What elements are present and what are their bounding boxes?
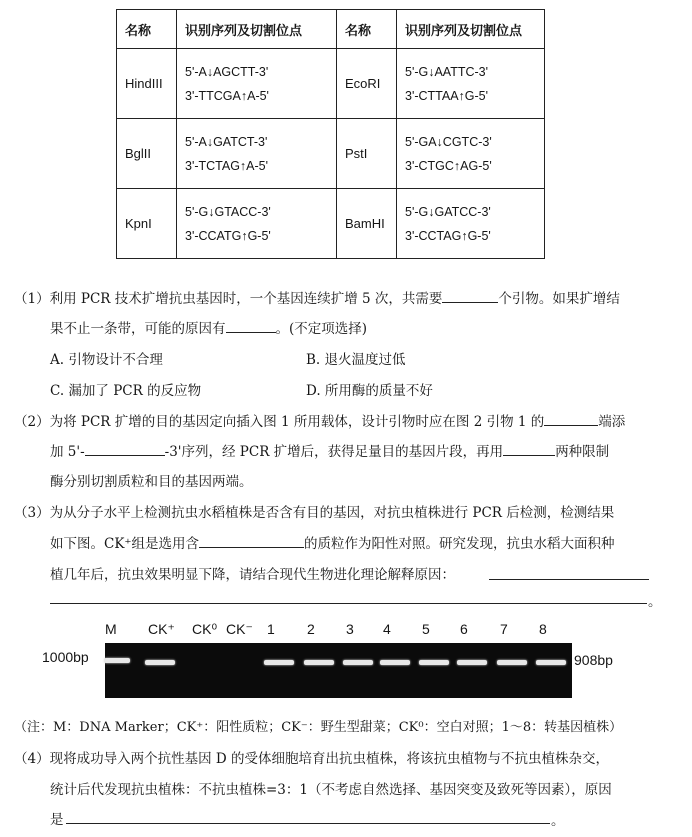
lane-label: 6 bbox=[460, 621, 468, 637]
lane-label: 3 bbox=[346, 621, 354, 637]
sequence-bottom-strand: 3'-CTGC↑AG-5' bbox=[405, 158, 492, 173]
marker-1000bp-label: 1000bp bbox=[42, 649, 89, 665]
q2-text: （2）为将 PCR 扩增的目的基因定向插入图 1 所用载体，设计引物时应在图 2 引物 1 的 bbox=[14, 414, 545, 430]
q4-line-1: （4）现将成功导入两个抗性基因 D 的受体细胞培育出抗虫植株，将该抗虫植物与不抗虫植株杂交， bbox=[14, 751, 609, 767]
q2-text: 加 5'- bbox=[50, 444, 85, 460]
q2-line-1 bbox=[14, 410, 625, 430]
gel-band bbox=[457, 660, 487, 665]
answer-blank[interactable] bbox=[199, 547, 304, 548]
sequence-top-strand: 5'-GA↓CGTC-3' bbox=[405, 134, 492, 149]
header-sequence-1: 识别序列及切割位点 bbox=[177, 10, 337, 49]
enzyme-sequence bbox=[397, 49, 545, 119]
answer-line[interactable] bbox=[489, 579, 649, 580]
sequence-top-strand: 5'-G↓AATTC-3' bbox=[405, 64, 489, 79]
gel-band bbox=[304, 660, 334, 665]
gel-image bbox=[105, 643, 572, 698]
option-a[interactable]: A. 引物设计不合理 bbox=[50, 352, 163, 368]
enzyme-name: KpnI bbox=[117, 189, 177, 259]
option-d[interactable]: D. 所用酶的质量不好 bbox=[306, 383, 433, 399]
answer-blank[interactable] bbox=[544, 425, 598, 426]
q1-line-2 bbox=[50, 317, 367, 337]
lane-label: 5 bbox=[422, 621, 430, 637]
period-mark: 。 bbox=[551, 813, 565, 829]
sequence-top-strand: 5'-G↓GTACC-3' bbox=[185, 204, 271, 219]
lane-label: 7 bbox=[500, 621, 508, 637]
gel-band bbox=[497, 660, 527, 665]
lane-label: 1 bbox=[267, 621, 275, 637]
q2-text: 端添 bbox=[598, 414, 626, 430]
answer-line[interactable] bbox=[66, 823, 550, 824]
q2-line-3: 酶分别切割质粒和目的基因两端。 bbox=[50, 474, 253, 490]
gel-band bbox=[145, 660, 175, 665]
q1-text: 。(不定项选择) bbox=[275, 321, 368, 337]
enzyme-sequence bbox=[397, 189, 545, 259]
sequence-top-strand: 5'-A↓GATCT-3' bbox=[185, 134, 268, 149]
q4-line-2: 统计后代发现抗虫植株：不抗虫植株=3：1（不考虑自然选择、基因突变及致死等因素），原因 bbox=[50, 782, 612, 798]
enzyme-name: PstI bbox=[337, 119, 397, 189]
enzyme-sequence bbox=[177, 49, 337, 119]
sequence-bottom-strand: 3'-CCTAG↑G-5' bbox=[405, 228, 491, 243]
answer-blank[interactable] bbox=[503, 455, 555, 456]
q2-text: -3'序列，经 PCR 扩增后，获得足量目的基因片段，再用 bbox=[164, 444, 504, 460]
lane-label: 8 bbox=[539, 621, 547, 637]
gel-band bbox=[419, 660, 449, 665]
table-header-row bbox=[117, 10, 545, 49]
header-name-1: 名称 bbox=[117, 10, 177, 49]
table-row bbox=[117, 49, 545, 119]
answer-blank[interactable] bbox=[226, 332, 276, 333]
table-row bbox=[117, 119, 545, 189]
sequence-top-strand: 5'-G↓GATCC-3' bbox=[405, 204, 491, 219]
enzyme-sequence bbox=[397, 119, 545, 189]
gel-band bbox=[380, 660, 410, 665]
enzyme-name: BglII bbox=[117, 119, 177, 189]
marker-908bp-label: 908bp bbox=[574, 652, 613, 668]
header-name-2: 名称 bbox=[337, 10, 397, 49]
enzyme-name: HindIII bbox=[117, 49, 177, 119]
gel-band bbox=[343, 660, 373, 665]
lane-label: M bbox=[105, 621, 117, 637]
sequence-bottom-strand: 3'-CTTAA↑G-5' bbox=[405, 88, 489, 103]
gel-band bbox=[536, 660, 566, 665]
sequence-bottom-strand: 3'-CCATG↑G-5' bbox=[185, 228, 271, 243]
enzyme-name: BamHI bbox=[337, 189, 397, 259]
q2-line-2 bbox=[50, 440, 609, 460]
sequence-top-strand: 5'-A↓AGCTT-3' bbox=[185, 64, 269, 79]
figure-note: （注：M：DNA Marker；CK⁺：阳性质粒；CK⁻：野生型甜菜；CK⁰：空白对照；1～8：转基因植株） bbox=[14, 720, 623, 735]
lane-label: 2 bbox=[307, 621, 315, 637]
gel-band bbox=[264, 660, 294, 665]
q3-text: 的质粒作为阳性对照。研究发现，抗虫水稻大面积种 bbox=[304, 536, 615, 552]
gel-band bbox=[104, 658, 130, 663]
period-mark: 。 bbox=[648, 594, 662, 610]
enzyme-sequence bbox=[177, 119, 337, 189]
q1-text: （1）利用 PCR 技术扩增抗虫基因时，一个基因连续扩增 5 次，共需要 bbox=[14, 291, 443, 307]
q2-text: 两种限制 bbox=[555, 444, 610, 460]
lane-label: CK⁻ bbox=[226, 621, 253, 637]
option-c[interactable]: C. 漏加了 PCR 的反应物 bbox=[50, 383, 202, 399]
enzyme-name: EcoRI bbox=[337, 49, 397, 119]
q3-line-3: 植几年后，抗虫效果明显下降，请结合现代生物进化理论解释原因： bbox=[50, 567, 455, 583]
q3-line-2 bbox=[50, 532, 615, 552]
answer-line[interactable] bbox=[50, 603, 647, 604]
sequence-bottom-strand: 3'-TCTAG↑A-5' bbox=[185, 158, 269, 173]
q1-text: 果不止一条带，可能的原因有 bbox=[50, 321, 226, 337]
lane-label: 4 bbox=[383, 621, 391, 637]
answer-blank[interactable] bbox=[442, 302, 498, 303]
lane-label: CK⁰ bbox=[192, 621, 218, 637]
option-b[interactable]: B. 退火温度过低 bbox=[306, 352, 406, 368]
q3-line-1: （3）为从分子水平上检测抗虫水稻植株是否含有目的基因，对抗虫植株进行 PCR 后检测，检测结果 bbox=[14, 505, 615, 521]
q4-line-3: 是 bbox=[50, 812, 64, 828]
answer-blank[interactable] bbox=[85, 455, 165, 456]
sequence-bottom-strand: 3'-TTCGA↑A-5' bbox=[185, 88, 269, 103]
enzyme-sequence bbox=[177, 189, 337, 259]
header-sequence-2: 识别序列及切割位点 bbox=[397, 10, 545, 49]
q3-text: 如下图。CK⁺组是选用含 bbox=[50, 536, 200, 552]
q1-line-1 bbox=[14, 287, 620, 307]
restriction-enzyme-table bbox=[116, 9, 545, 259]
table-row bbox=[117, 189, 545, 259]
lane-label: CK⁺ bbox=[148, 621, 175, 637]
q1-text: 个引物。如果扩增结 bbox=[498, 291, 620, 307]
